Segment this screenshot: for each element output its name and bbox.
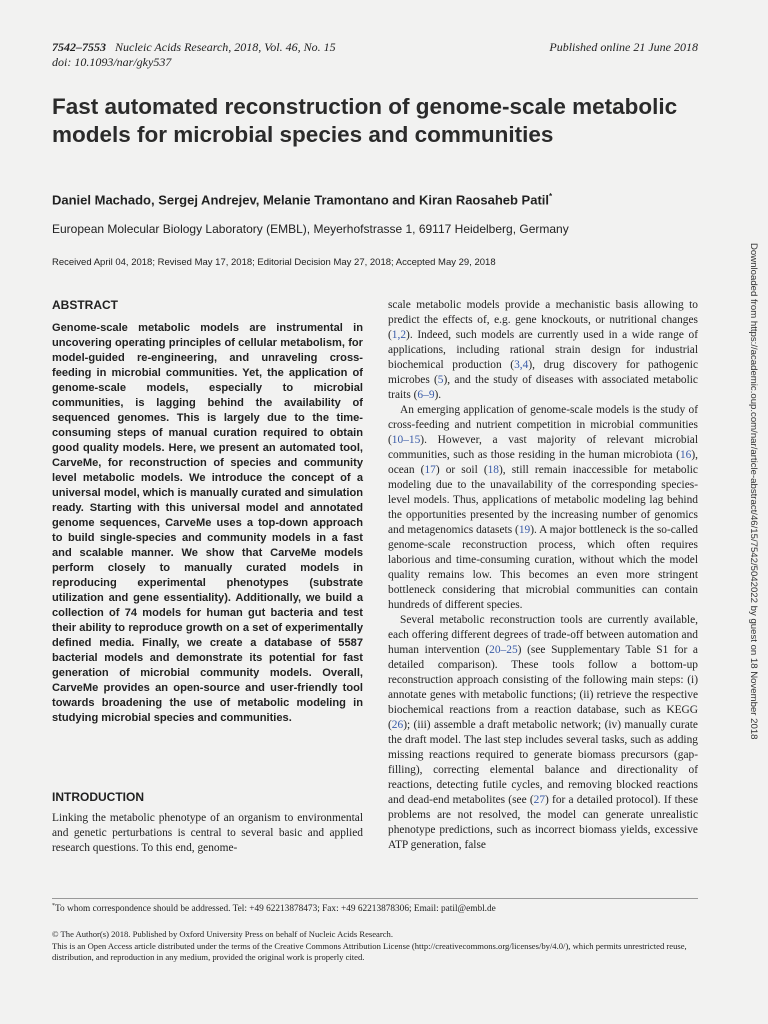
citation-link[interactable]: 26 [391,719,404,731]
corresponding-author-mark: * [549,192,553,201]
paragraph [388,613,698,853]
running-header [52,40,336,70]
doi: doi: 10.1093/nar/gky537 [52,55,172,69]
citation-link[interactable]: 10–15 [391,434,421,446]
text-run: ). [434,389,442,401]
submission-dates: Received April 04, 2018; Revised May 17, 2018; Editorial Decision May 27, 2018; Accepted May 29, 2018 [52,257,496,268]
text-run: ), drug discovery for pathogenic microbes ( [388,359,698,386]
abstract-heading: ABSTRACT [52,298,118,312]
footnote-mark: * [52,903,55,909]
text-run: ), still remain inaccessible for metabolic modeling due to the unavailability of the corresponding species-level models. Thus, applications of metabolic modeling lag behind the opportunities presented by the increasing number of genomics and metagenomics datasets ( [388,464,698,536]
download-watermark: Downloaded from https://academic.oup.com/nar/article-abstract/46/15/7542/5042022 by guest on 18 November 2018 [748,243,759,740]
correspondence-footnote [52,903,496,914]
citation-link[interactable]: 3,4 [514,359,529,371]
text-run: scale metabolic models provide a mechanistic basis allowing to predict the effects of, e.g. gene knockouts, or nutritional changes ( [388,299,698,341]
introduction-text: Linking the metabolic phenotype of an organism to environmental and genetic perturbations is central to several basic and applied research questions. To this end, genome- [52,812,363,854]
abstract-text: Genome-scale metabolic models are instrumental in uncovering operating principles of cellular metabolism, for model-guided re-engineering, and unraveling cross-feeding in microbial communities. Yet, the application of genome-scale models, especially to microbial communities, is lagging behind the availability of sequenced genomes. This is largely due to the time-consuming steps of manual curation required to obtain good quality models. Here, we present an automated tool, CarveMe, for reconstruction of species and community level metabolic models. We introduce the concept of a universal model, which is manually curated and simulation ready. Starting with this universal model and annotated genome sequences, CarveMe uses a top-down approach to build single-species and community models in a fast and scalable manner. We show that CarveMe models perform closely to manually curated models in reproducing experimental phenotypes (substrate utilization and gene essentiality). Additionally, we build a collection of 74 models for human gut bacteria and test their ability to reproduce growth on a set of experimentally defined media. Finally, we create a database of 5587 bacterial models and demonstrate its potential for fast generation of microbial community models. Overall, CarveMe provides an open-source and user-friendly tool towards broadening the use of metabolic modeling in studying microbial species and communities. [52,322,363,724]
citation-link[interactable]: 6–9 [417,389,435,401]
copyright-line: © The Author(s) 2018. Published by Oxford University Press on behalf of Nucleic Acids Research. [52,929,393,939]
license-text: This is an Open Access article distributed under the terms of the Creative Commons Attribution License (http://creativecommons.org/licenses/by/4.0/), which permits unrestricted reuse, distribution, and reproduction in any medium, provided the original work is properly cited. [52,940,687,962]
citation-link[interactable]: 16 [679,449,692,461]
citation-link[interactable]: 20–25 [489,644,518,656]
text-run: Several metabolic reconstruction tools are currently available, each offering different degrees of trade-off between automation and human intervention ( [388,614,698,656]
text-run: ) or soil ( [435,464,488,476]
text-run: ). A major bottleneck is the so-called genome-scale reconstruction process, which often requires laborious and time-consuming curation, without which the model quality remains low. This becomes an even more stringent bottleneck considering that microbial communities can contain hundreds of different species. [388,524,698,611]
citation-link[interactable]: 5 [437,374,444,386]
page-range: 7542–7553 [52,40,106,54]
text-run: ) (see Supplementary Table S1 for a detailed comparison). These tools follow a bottom-up reconstruction approach consisting of the following main steps: (i) annotate genes with metabolic functions; (ii) retrieve the respective biochemical reactions from a reaction database, such as KEGG ( [388,644,698,731]
text-run: ), ocean ( [388,449,698,476]
text-run: ). Indeed, such models are currently used in a wide range of applications, including rational strain design for industrial biochemical production ( [388,329,698,371]
right-column [388,298,698,853]
citation-link[interactable]: 19 [518,524,531,536]
citation-link[interactable]: 17 [424,464,436,476]
citation-link[interactable]: 1,2 [391,329,407,341]
footnote-text: To whom correspondence should be addressed. Tel: +49 62213878473; Fax: +49 62213878306; Email: patil@embl.de [55,904,496,915]
text-run: An emerging application of genome-scale models is the study of cross-feeding and nutrient competition in microbial communities ( [388,404,698,446]
citation-link[interactable]: 27 [533,794,546,806]
paragraph [388,298,698,403]
text-run: ), and the study of diseases with associated metabolic traits ( [388,374,698,401]
text-run: ); (iii) assemble a draft metabolic network; (iv) manually curate the draft model. The last step includes several tasks, such as adding missing reactions required to generate biomass precursors (gap-filling), correcting elemental balance and directionality of reactions, detecting futile cycles, and removing blocked reactions and dead-end metabolites (see ( [388,719,698,806]
copyright-notice [52,929,702,964]
author-list [52,192,712,207]
author-names: Daniel Machado, Sergej Andrejev, Melanie Tramontano and Kiran Raosaheb Patil [52,192,550,208]
published-date: Published online 21 June 2018 [549,40,698,54]
article-title: Fast automated reconstruction of genome-scale metabolic models for microbial species and communities [52,94,678,147]
footnote-divider [52,898,698,899]
introduction-heading: INTRODUCTION [52,790,144,804]
text-run: ) for a detailed protocol). If these problems are not resolved, the model can generate unrealistic phenotype predictions, such as incorrect biomass yields, excessive ATP generation, false [388,794,699,851]
text-run: ). However, a vast majority of relevant microbial communities, such as those residing in the human microbiota ( [388,434,698,461]
affiliation: European Molecular Biology Laboratory (EMBL), Meyerhofstrasse 1, 69117 Heidelberg, Germany [52,222,569,236]
citation-link[interactable]: 18 [487,464,499,476]
journal-citation: Nucleic Acids Research, 2018, Vol. 46, No. 15 [115,40,336,54]
paragraph [388,403,698,613]
